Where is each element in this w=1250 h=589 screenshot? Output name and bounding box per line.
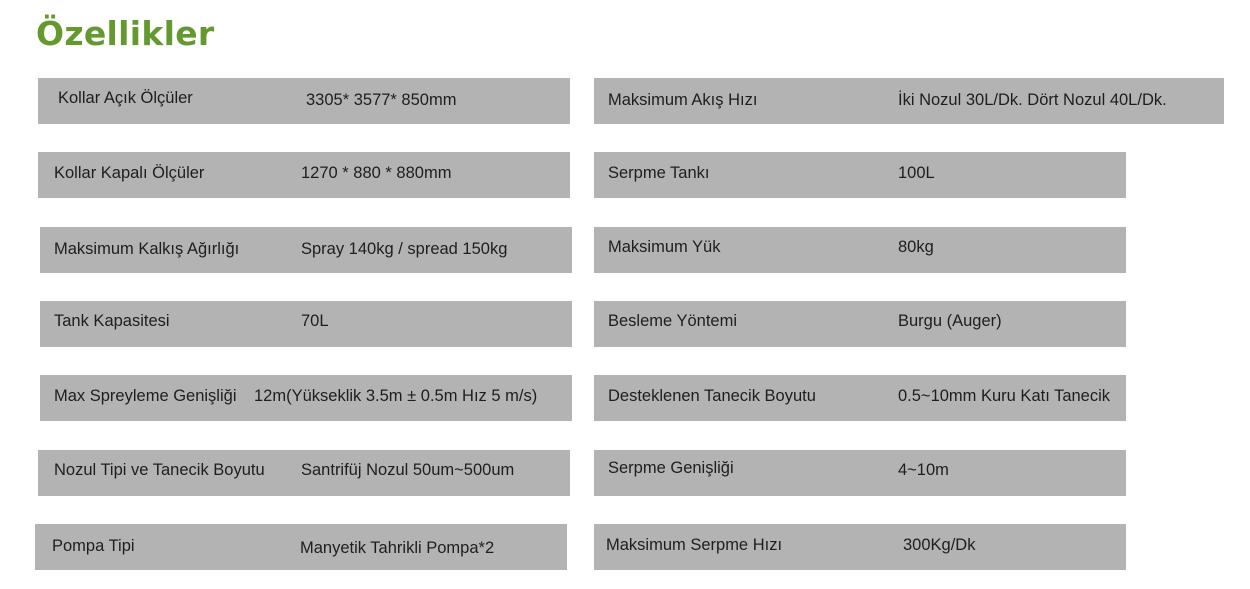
- spec-row: [594, 152, 1126, 198]
- spec-value: İki Nozul 30L/Dk. Dört Nozul 40L/Dk.: [898, 91, 1167, 109]
- spec-value: 0.5~10mm Kuru Katı Tanecik: [898, 387, 1111, 405]
- spec-value: 80kg: [898, 238, 934, 256]
- spec-label: Maksimum Kalkış Ağırlığı: [54, 240, 240, 258]
- spec-label: Max Spreyleme Genişliği: [54, 387, 237, 405]
- spec-row: [40, 375, 572, 421]
- spec-label: Maksimum Serpme Hızı: [606, 536, 783, 554]
- spec-label: Nozul Tipi ve Tanecik Boyutu: [54, 461, 265, 479]
- spec-label: Tank Kapasitesi: [54, 312, 170, 330]
- spec-value: 12m(Yükseklik 3.5m ± 0.5m Hız 5 m/s): [254, 387, 538, 405]
- spec-label: Desteklenen Tanecik Boyutu: [608, 387, 816, 405]
- spec-value: 4~10m: [898, 461, 949, 479]
- spec-row: [38, 450, 570, 496]
- spec-row: [38, 78, 570, 124]
- spec-value: 1270 * 880 * 880mm: [301, 164, 452, 182]
- page-title: Özellikler: [36, 14, 215, 53]
- spec-label: Kollar Açık Ölçüler: [58, 89, 193, 107]
- spec-label: Maksimum Akış Hızı: [608, 91, 758, 109]
- spec-row: [594, 524, 1126, 570]
- spec-value: Santrifüj Nozul 50um~500um: [301, 461, 515, 479]
- spec-label: Besleme Yöntemi: [608, 312, 738, 330]
- spec-label: Kollar Kapalı Ölçüler: [54, 164, 205, 182]
- spec-label: Serpme Genişliği: [608, 459, 734, 477]
- spec-row: [35, 524, 567, 570]
- spec-value: 300Kg/Dk: [903, 536, 976, 554]
- spec-row: [594, 375, 1126, 421]
- spec-value: Manyetik Tahrikli Pompa*2: [300, 539, 495, 557]
- spec-value: 3305* 3577* 850mm: [306, 91, 457, 109]
- spec-label: Maksimum Yük: [608, 238, 721, 256]
- spec-row: [38, 152, 570, 198]
- spec-value: Spray 140kg / spread 150kg: [301, 240, 508, 258]
- spec-row: [594, 227, 1126, 273]
- spec-label: Serpme Tankı: [608, 164, 710, 182]
- spec-value: 100L: [898, 164, 935, 182]
- spec-value: 70L: [301, 312, 329, 330]
- spec-label: Pompa Tipi: [52, 537, 135, 555]
- spec-row: [594, 301, 1126, 347]
- spec-row: [594, 450, 1126, 496]
- spec-row: [40, 227, 572, 273]
- spec-value: Burgu (Auger): [898, 312, 1002, 330]
- spec-row: [594, 78, 1224, 124]
- spec-row: [40, 301, 572, 347]
